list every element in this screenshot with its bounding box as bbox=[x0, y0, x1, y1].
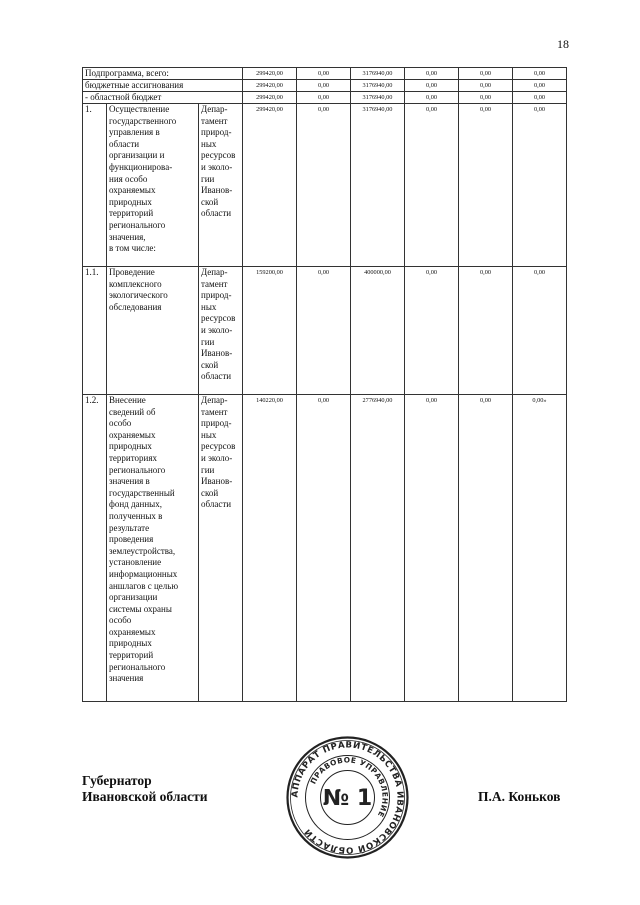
summary-row bbox=[83, 92, 567, 104]
summary-row-label: бюджетные ассигнования bbox=[83, 80, 243, 92]
summary-row-label: Подпрограмма, всего: bbox=[83, 68, 243, 80]
amount-cell: 299420,00 bbox=[243, 104, 297, 267]
amount-cell: 0,00 bbox=[405, 80, 459, 92]
amount-cell: 0,00 bbox=[405, 267, 459, 395]
amount-cell: 3176940,00 bbox=[351, 68, 405, 80]
amount-cell: 0,00 bbox=[513, 267, 567, 395]
signature-title-line2: Ивановской области bbox=[82, 789, 208, 804]
summary-row bbox=[83, 68, 567, 80]
amount-cell: 0,00 bbox=[297, 92, 351, 104]
signature-name: П.А. Коньков bbox=[478, 789, 561, 804]
amount-cell: 0,00 bbox=[405, 92, 459, 104]
amount-cell: 0,00 bbox=[459, 104, 513, 267]
table-row bbox=[83, 267, 567, 395]
table-row bbox=[83, 395, 567, 702]
amount-cell: 299420,00 bbox=[243, 68, 297, 80]
item-index: 1.2. bbox=[83, 395, 107, 702]
table-row bbox=[83, 104, 567, 267]
summary-row bbox=[83, 80, 567, 92]
amount-cell: 3176940,00 bbox=[351, 80, 405, 92]
amount-cell: 299420,00 bbox=[243, 92, 297, 104]
amount-cell: 0,00» bbox=[513, 395, 567, 702]
amount-cell: 0,00 bbox=[513, 92, 567, 104]
amount-cell: 0,00 bbox=[459, 267, 513, 395]
amount-cell: 140220,00 bbox=[243, 395, 297, 702]
amount-cell: 0,00 bbox=[513, 80, 567, 92]
item-index: 1.1. bbox=[83, 267, 107, 395]
amount-cell: 400000,00 bbox=[351, 267, 405, 395]
amount-cell: 0,00 bbox=[405, 104, 459, 267]
amount-cell: 0,00 bbox=[459, 92, 513, 104]
summary-row-label: - областной бюджет bbox=[83, 92, 243, 104]
amount-cell: 0,00 bbox=[297, 80, 351, 92]
item-index: 1. bbox=[83, 104, 107, 267]
item-executor: Депар- тамент природ- ных ресурсов и эколо- гии Иванов- ской области bbox=[199, 267, 243, 395]
amount-cell: 0,00 bbox=[459, 80, 513, 92]
amount-cell: 0,00 bbox=[459, 68, 513, 80]
amount-cell: 0,00 bbox=[405, 68, 459, 80]
item-executor: Депар- тамент природ- ных ресурсов и эколо- гии Иванов- ской области bbox=[199, 104, 243, 267]
amount-cell: 3176940,00 bbox=[351, 92, 405, 104]
amount-cell: 3176940,00 bbox=[351, 104, 405, 267]
official-seal bbox=[285, 735, 410, 860]
page-number: 18 bbox=[557, 37, 569, 51]
item-name: Проведение комплексного экологического обследования bbox=[107, 267, 199, 395]
amount-cell: 299420,00 bbox=[243, 80, 297, 92]
amount-cell: 0,00 bbox=[405, 395, 459, 702]
seal-inner-text-path: ПРАВОВОЕ УПРАВЛЕНИЕ bbox=[308, 755, 390, 819]
amount-cell: 0,00 bbox=[459, 395, 513, 702]
amount-cell: 159200,00 bbox=[243, 267, 297, 395]
amount-cell: 2776940,00 bbox=[351, 395, 405, 702]
item-name: Внесение сведений об особо охраняемых природных территориях регионального значения в государственный фонд данных, полученных в результате проведения землеустройства, установление информационных аншлагов с целью организации системы охраны особо охраняемых природных территорий регионального значения bbox=[107, 395, 199, 702]
signature-title-line1: Губернатор bbox=[82, 773, 152, 788]
budget-table bbox=[82, 67, 567, 702]
amount-cell: 0,00 bbox=[297, 267, 351, 395]
amount-cell: 0,00 bbox=[513, 104, 567, 267]
signature-title bbox=[82, 773, 208, 805]
amount-cell: 0,00 bbox=[297, 395, 351, 702]
seal-outer-text-path: АППАРАТ ПРАВИТЕЛЬСТВА ИВАНОВСКОЙ ОБЛАСТИ bbox=[290, 740, 405, 855]
amount-cell: 0,00 bbox=[297, 68, 351, 80]
amount-cell: 0,00 bbox=[513, 68, 567, 80]
amount-cell: 0,00 bbox=[297, 104, 351, 267]
item-name: Осуществление государственного управления в области организации и функционирова- ния особо охраняемых природных территорий регионального значения, в том числе: bbox=[107, 104, 199, 267]
item-executor: Депар- тамент природ- ных ресурсов и эколо- гии Иванов- ской области bbox=[199, 395, 243, 702]
seal-number: № 1 bbox=[322, 786, 373, 811]
